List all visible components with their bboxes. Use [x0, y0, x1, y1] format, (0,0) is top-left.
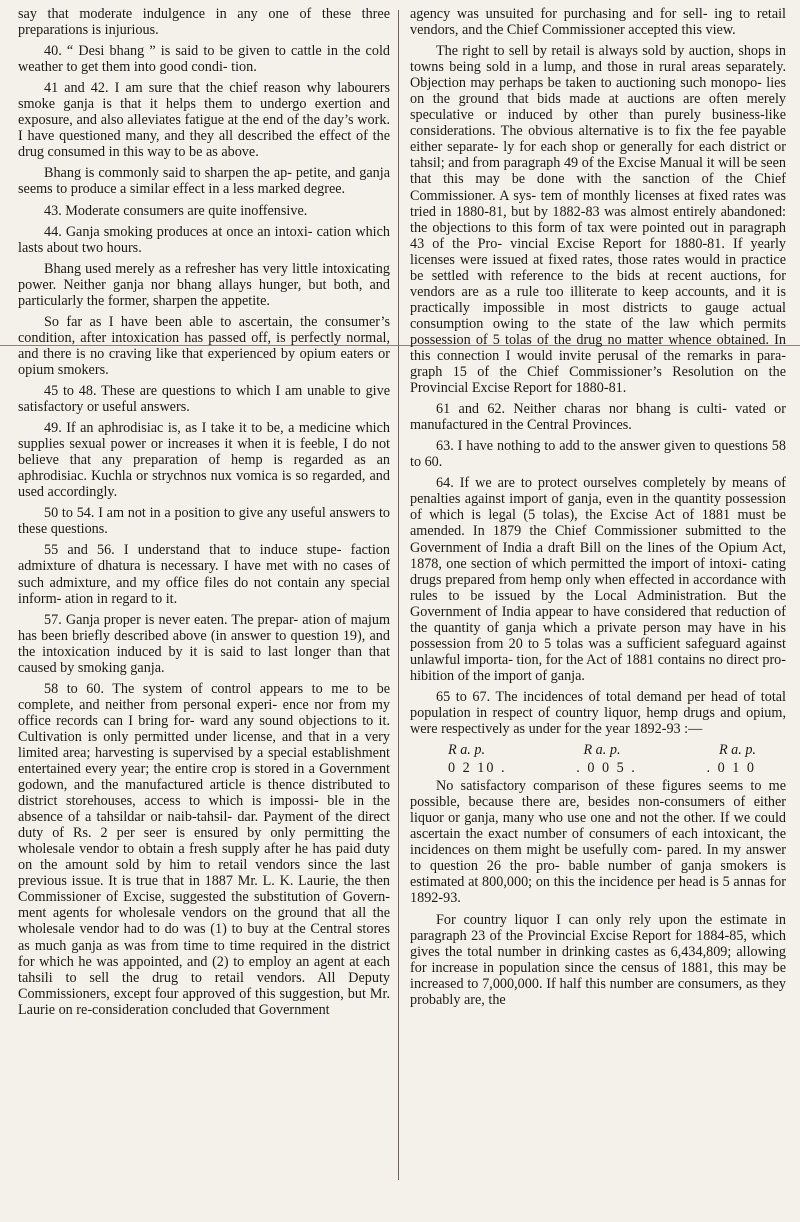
paragraph: say that moderate indulgence in any one of these three preparations is injurious. — [18, 6, 390, 39]
paragraph: Bhang used merely as a refresher has very little intoxicating power. Neither ganja nor bhang allays hunger, but both, and particularly the former, sharpen the appetite. — [18, 260, 390, 309]
paragraph: The right to sell by retail is always sold by auction, shops in towns being sold in a lump, and those in rural areas separately. Objection may perhaps be taken to auctioning such monopo- lies on the ground that bids made at auctions are often merely speculative or induced by other than purely business-like considerations. The obvious alternative is to fix the fee payable either separate- ly for each shop or generally for each district or tahsil; and from paragraph 49 of the Excise Manual it will be seen that this may be done with the sanction of the Chief Commissioner. A sys- tem of monthly licenses at fixed rates was tried in 1880-81, but by 1882-83 was almost entirely abandoned: the objections to this form of tax were pointed out in paragraph 43 of the Pro- vincial Excise Report for 1880-81. If yearly licenses were issued at fixed rates, those rates would in practice be settled with reference to the bids at recent auctions, for vendors are as a rule too illiterate to keep accounts, and it is practically impossible in most districts to gauge actual consumption owing to the state of the law which permits possession of 5 tolas of the drug no matter whence obtained. In this connection I would invite perusal of the remarks in para- graph 15 of the Chief Commissioner’s Resolution on the Provincial Excise Report for 1880-81. — [410, 43, 786, 397]
paragraph: Bhang is commonly said to sharpen the ap- petite, and ganja seems to produce a similar effect in a less marked degree. — [18, 165, 390, 198]
rates-header: R a. p. — [448, 742, 486, 759]
rate-value-liquor: 0 2 10 . — [448, 760, 507, 777]
paragraph: 58 to 60. The system of control appears to me to be complete, and neither from personal experi- ence nor from my office records can I bring for- ward any sound objections to it. Cultivation is only permitted under license, and that in a very limited area; harvesting is supervised by a special establishment entertained every year; the entire crop is stored in a Government godown, and the manufactured article is thence distributed to district storehouses, access to which is impossi- ble in the absence of a tahsildar or naib-tahsil- dar. Payment of the direct duty of Rs. 2 per seer is ensured by only permitting the wholesale vendor to obtain a fresh supply after he has paid duty on the amount sold by him to retail vendors since the last previous issue. It is true that in 1887 Mr. L. K. Laurie, the then Commissioner of Excise, suggested the substitution of Govern- ment agents for wholesale vendors on the ground that all the wholesale vendor had to do was (1) to buy at the Central stores as much ganja as was from time to time required in the district for which he was appointed, and (2) to employ an agent at each tahsili to sell the drug to retail vendors. All Deputy Commissioners, except four approved of this suggestion, but Mr. Laurie on re-consideration concluded that Government — [18, 680, 390, 1018]
rates-header: R a. p. — [583, 742, 621, 759]
paragraph: 41 and 42. I am sure that the chief reason why labourers smoke ganja is that it helps them to undergo exertion and exposure, and also alleviates fatigue at the end of the day’s work. I have questioned many, and they all described the effect of the drug consumed in this way to be as above. — [18, 80, 390, 161]
paragraph: No satisfactory comparison of these figures seems to me possible, because there are, besides non-consumers of either liquor or ganja, many who use one and not the other. If we could ascertain the exact number of consumers of each intoxicant, the incidences on them might be usefully com- pared. In my answer to question 26 the pro- bable number of ganja smokers is estimated at 800,000; on this the incidence per head is 5 annas for 1892-93. — [410, 778, 786, 907]
paragraph: 50 to 54. I am not in a position to give any useful answers to these questions. — [18, 505, 390, 538]
paragraph: So far as I have been able to ascertain, the consumer’s condition, after intoxication has passed off, is perfectly normal, and there is no craving like that experienced by opium eaters or opium smokers. — [18, 313, 390, 378]
paragraph: 65 to 67. The incidences of total demand per head of total population in respect of country liquor, hemp drugs and opium, were respectively as under for the year 1892-93 :— — [410, 688, 786, 738]
rate-value-opium: . 0 1 0 — [706, 760, 756, 777]
paragraph: 63. I have nothing to add to the answer given to questions 58 to 60. — [410, 438, 786, 471]
rates-header: R a. p. — [718, 742, 756, 759]
rates-value-row — [410, 760, 786, 776]
right-column — [410, 6, 786, 1013]
left-column — [18, 6, 390, 1023]
paragraph: 55 and 56. I understand that to induce stupe- faction admixture of dhatura is necessary. I have met with no cases of such admixture, and my office files do not contain any special inform- ation in regard to it. — [18, 542, 390, 607]
paragraph: 43. Moderate consumers are quite inoffensive. — [44, 202, 308, 219]
rates-header-row — [410, 742, 786, 758]
paragraph: 44. Ganja smoking produces at once an intoxi- cation which lasts about two hours. — [18, 223, 390, 256]
paragraph: agency was unsuited for purchasing and for sell- ing to retail vendors, and the Chief Commissioner accepted this view. — [410, 6, 786, 39]
paragraph: 61 and 62. Neither charas nor bhang is culti- vated or manufactured in the Central Provinces. — [410, 401, 786, 434]
paragraph: For country liquor I can only rely upon the estimate in paragraph 23 of the Provincial Excise Report for 1884-85, which gives the total number in drinking castes as 6,434,809; allowing for increase in population since the census of 1881, this may be increased to 7,000,000. If half this number are consumers, as they probably are, the — [410, 911, 786, 1008]
paragraph: 45 to 48. These are questions to which I am unable to give satisfactory or useful answers. — [18, 382, 390, 416]
rate-value-hemp-drugs: . 0 0 5 . — [576, 760, 637, 777]
column-divider — [398, 10, 399, 1180]
paragraph: 49. If an aphrodisiac is, as I take it to be, a medicine which supplies sexual power or increases it when it is feeble, I do not believe that any preparation of hemp is regarded as an aphrodisiac. Kuchla or strychnos nux vomica is so regarded, and used accordingly. — [18, 420, 390, 501]
paragraph: 64. If we are to protect ourselves completely by means of penalties against import of ganja, even in the quantity possession of which is legal (5 tolas), the Excise Act of 1881 must be amended. In 1879 the Chief Commissioner submitted to the Government of India a draft Bill on the lines of the Opium Act, 1878, one section of which permitted the import of intoxi- cating drugs prepared from hemp only when effected in accordance with rules to be issued by the Local Administration. But the Government of India appear to have considered that reduction of the quantity of ganja which a private person may have in his possession from 20 to 5 tolas was a sufficient safeguard against unlawful importa- tion, for the Act of 1881 contains no direct pro- hibition of the import of ganja. — [410, 475, 786, 684]
paragraph: 40. “ Desi bhang ” is said to be given to cattle in the cold weather to get them into good condi- tion. — [18, 43, 390, 76]
paragraph: 57. Ganja proper is never eaten. The prepar- ation of majum has been briefly described above (in answer to question 19), and the intoxication induced by it is said to last longer than that caused by smoking ganja. — [18, 611, 390, 676]
